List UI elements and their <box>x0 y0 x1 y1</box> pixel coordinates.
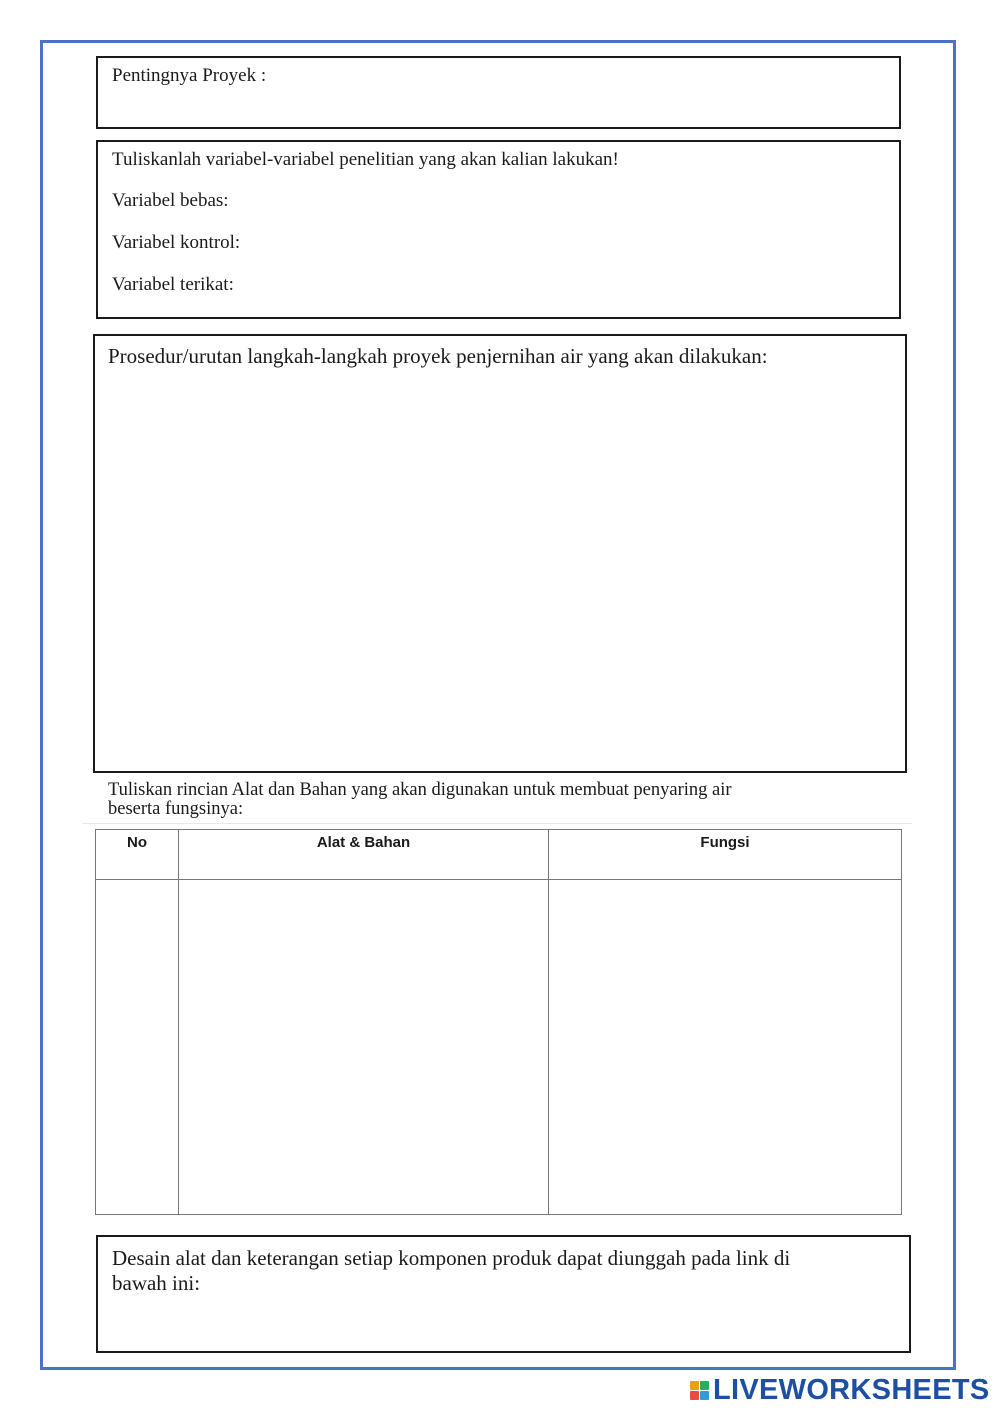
logo-square-green <box>700 1381 709 1390</box>
table-header-row <box>96 830 902 880</box>
importance-label: Pentingnya Proyek : <box>112 65 267 86</box>
logo-text: LIVEWORKSHEETS <box>713 1373 990 1406</box>
importance-box[interactable] <box>96 56 901 129</box>
cell-tools-materials[interactable] <box>179 880 549 1215</box>
procedure-label: Prosedur/urutan langkah-langkah proyek penjernihan air yang akan dilakukan: <box>108 344 768 368</box>
column-header-tools-materials: Alat & Bahan <box>179 830 549 880</box>
table-row <box>96 880 902 1215</box>
control-variable-label: Variabel kontrol: <box>112 232 241 253</box>
dependent-variable-label: Variabel terikat: <box>112 274 234 295</box>
variables-box[interactable] <box>96 140 901 319</box>
tools-table <box>95 829 902 1215</box>
logo-grid-icon <box>690 1381 709 1400</box>
logo-square-orange <box>690 1381 699 1390</box>
cell-no[interactable] <box>96 880 179 1215</box>
cell-function[interactable] <box>549 880 902 1215</box>
logo-square-blue <box>700 1391 709 1400</box>
procedure-box[interactable] <box>93 334 907 773</box>
logo-square-red <box>690 1391 699 1400</box>
variables-instruction: Tuliskanlah variabel-variabel penelitian yang akan kalian lakukan! <box>112 149 619 170</box>
independent-variable-label: Variabel bebas: <box>112 190 229 211</box>
liveworksheets-logo[interactable] <box>690 1375 990 1405</box>
design-line1: Desain alat dan keterangan setiap komponen produk dapat diunggah pada link di <box>112 1246 791 1270</box>
tools-caption-line2: beserta fungsinya: <box>108 799 244 819</box>
design-line2: bawah ini: <box>112 1271 201 1295</box>
design-box[interactable] <box>96 1235 911 1353</box>
column-header-no: No <box>96 830 179 880</box>
tools-caption-line1: Tuliskan rincian Alat dan Bahan yang akan digunakan untuk membuat penyaring air <box>108 780 732 800</box>
tools-caption <box>108 781 878 819</box>
divider <box>82 823 912 824</box>
column-header-function: Fungsi <box>549 830 902 880</box>
